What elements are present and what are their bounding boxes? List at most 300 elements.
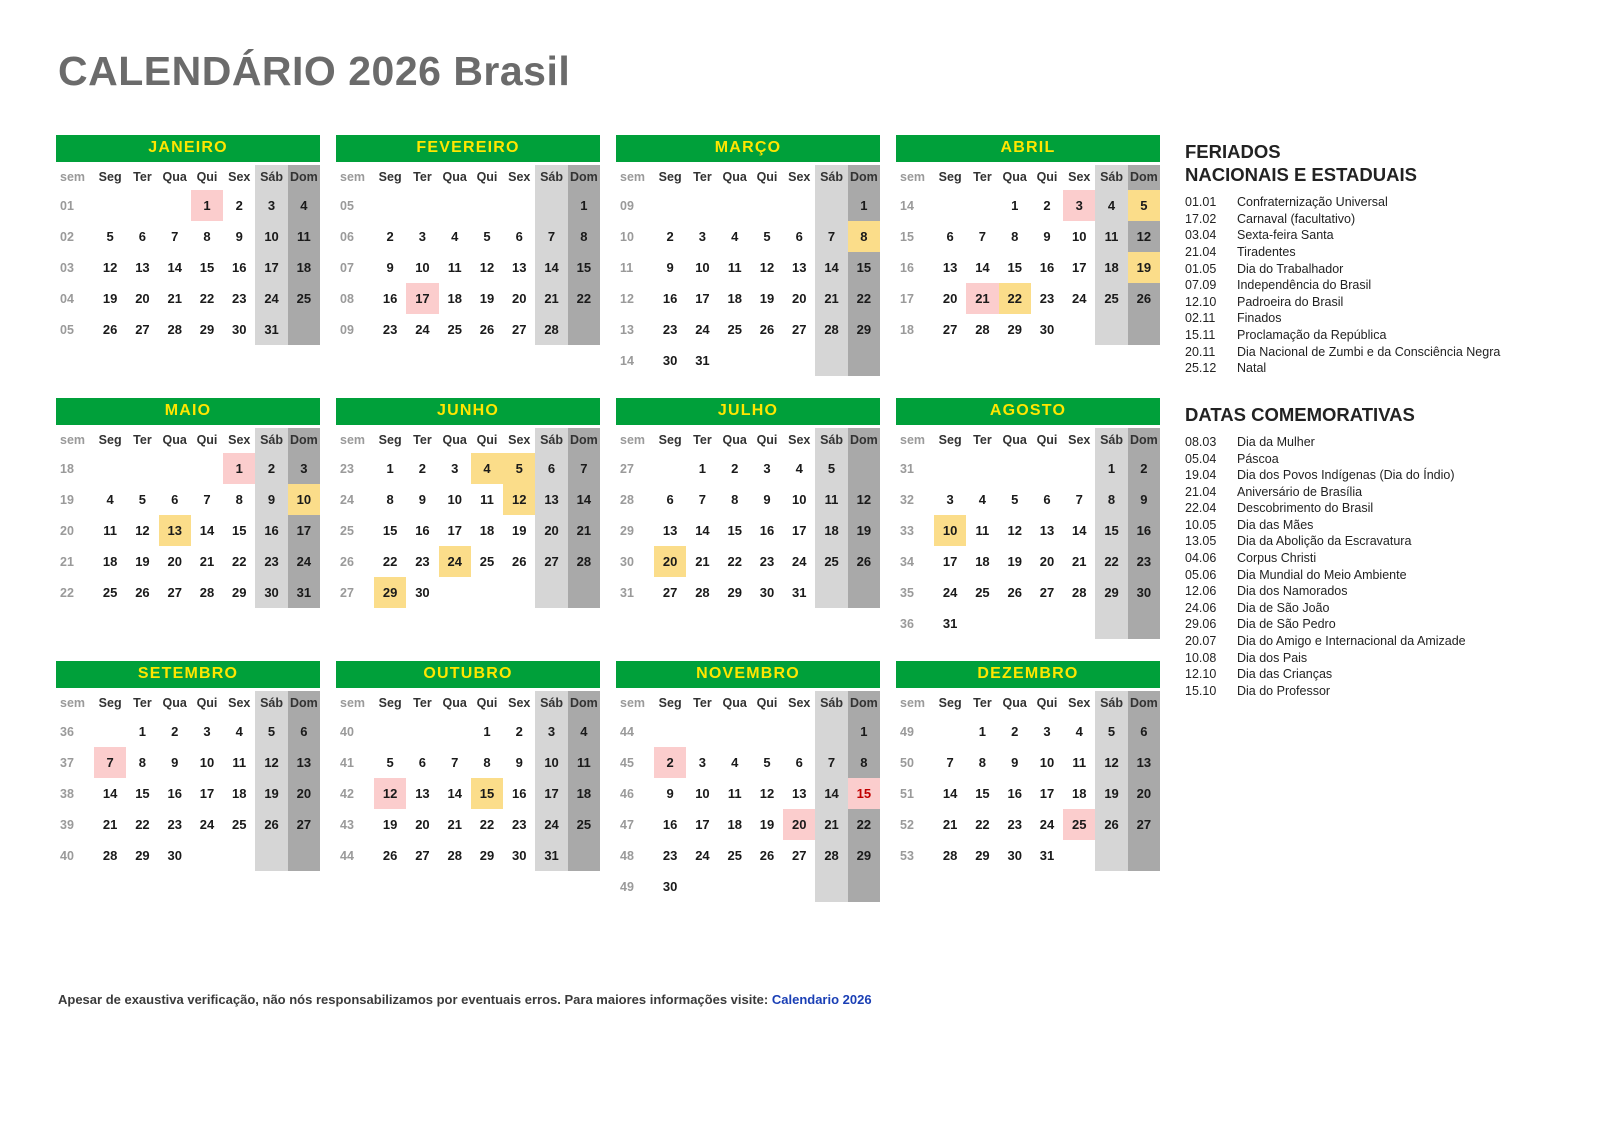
- day-cell[interactable]: 28: [975, 322, 990, 337]
- day-cell[interactable]: 15: [471, 778, 503, 809]
- day-cell[interactable]: 10: [288, 484, 320, 515]
- day-cell[interactable]: 22: [135, 817, 150, 832]
- day-cell[interactable]: 13: [288, 747, 320, 778]
- day-cell[interactable]: 26: [479, 322, 495, 337]
- day-cell[interactable]: 19: [479, 291, 495, 306]
- day-cell[interactable]: 29: [374, 577, 406, 608]
- day-cell[interactable]: 21: [199, 554, 215, 569]
- day-cell[interactable]: 30: [255, 577, 287, 608]
- day-cell[interactable]: 10: [535, 747, 567, 778]
- day-cell[interactable]: 20: [783, 809, 815, 840]
- day-cell[interactable]: 17: [288, 515, 320, 546]
- day-cell[interactable]: 11: [232, 755, 247, 770]
- day-cell[interactable]: 1: [483, 724, 491, 739]
- day-cell[interactable]: 5: [386, 755, 394, 770]
- day-cell[interactable]: 7: [535, 221, 567, 252]
- day-cell[interactable]: 29: [1095, 577, 1127, 608]
- day-cell[interactable]: 7: [946, 755, 954, 770]
- day-cell[interactable]: 16: [167, 786, 182, 801]
- day-cell[interactable]: 25: [975, 585, 990, 600]
- day-cell[interactable]: 21: [942, 817, 958, 832]
- day-cell[interactable]: 14: [975, 260, 990, 275]
- day-cell[interactable]: 28: [815, 314, 847, 345]
- day-cell[interactable]: 4: [1095, 190, 1127, 221]
- day-cell[interactable]: 26: [759, 848, 775, 863]
- day-cell[interactable]: 26: [759, 322, 775, 337]
- day-cell[interactable]: 30: [415, 585, 430, 600]
- day-cell[interactable]: 28: [102, 848, 118, 863]
- day-cell[interactable]: 1: [698, 461, 707, 476]
- day-cell[interactable]: 13: [535, 484, 567, 515]
- day-cell[interactable]: 6: [535, 453, 567, 484]
- day-cell[interactable]: 30: [232, 322, 247, 337]
- day-cell[interactable]: 27: [288, 809, 320, 840]
- day-cell[interactable]: 28: [167, 322, 182, 337]
- day-cell[interactable]: 26: [382, 848, 398, 863]
- day-cell[interactable]: 6: [1043, 492, 1051, 507]
- day-cell[interactable]: 27: [942, 322, 958, 337]
- day-cell[interactable]: 11: [727, 260, 742, 275]
- day-cell[interactable]: 10: [199, 755, 215, 770]
- day-cell[interactable]: 29: [848, 314, 880, 345]
- day-cell[interactable]: 26: [848, 546, 880, 577]
- day-cell[interactable]: 23: [382, 322, 398, 337]
- day-cell[interactable]: 25: [1095, 283, 1127, 314]
- day-cell[interactable]: 26: [102, 322, 118, 337]
- day-cell[interactable]: 9: [418, 492, 427, 507]
- day-cell[interactable]: 5: [763, 755, 771, 770]
- day-cell[interactable]: 19: [759, 817, 775, 832]
- day-cell[interactable]: 21: [568, 515, 600, 546]
- day-cell[interactable]: 14: [1072, 523, 1087, 538]
- day-cell[interactable]: 15: [382, 523, 398, 538]
- day-cell[interactable]: 26: [255, 809, 287, 840]
- day-cell[interactable]: 21: [815, 283, 847, 314]
- day-cell[interactable]: 24: [792, 554, 807, 569]
- day-cell[interactable]: 21: [102, 817, 118, 832]
- day-cell[interactable]: 30: [167, 848, 182, 863]
- day-cell[interactable]: 19: [135, 554, 150, 569]
- day-cell[interactable]: 27: [512, 322, 527, 337]
- day-cell[interactable]: 3: [1043, 724, 1051, 739]
- day-cell[interactable]: 14: [815, 252, 847, 283]
- day-cell[interactable]: 12: [135, 523, 150, 538]
- day-cell[interactable]: 10: [255, 221, 287, 252]
- day-cell[interactable]: 14: [102, 786, 118, 801]
- day-cell[interactable]: 5: [763, 229, 771, 244]
- day-cell[interactable]: 3: [535, 716, 567, 747]
- day-cell[interactable]: 3: [763, 461, 771, 476]
- day-cell[interactable]: 5: [1128, 190, 1160, 221]
- day-cell[interactable]: 13: [1128, 747, 1160, 778]
- day-cell[interactable]: 17: [942, 554, 958, 569]
- day-cell[interactable]: 9: [666, 260, 674, 275]
- day-cell[interactable]: 7: [568, 453, 600, 484]
- day-cell[interactable]: 10: [792, 492, 807, 507]
- day-cell[interactable]: 20: [288, 778, 320, 809]
- day-cell[interactable]: 12: [479, 260, 495, 275]
- day-cell[interactable]: 28: [535, 314, 567, 345]
- day-cell[interactable]: 31: [1039, 848, 1055, 863]
- day-cell[interactable]: 31: [288, 577, 320, 608]
- day-cell[interactable]: 8: [731, 492, 739, 507]
- day-cell[interactable]: 17: [1072, 260, 1087, 275]
- day-cell[interactable]: 22: [848, 809, 880, 840]
- day-cell[interactable]: 7: [451, 755, 459, 770]
- day-cell[interactable]: 19: [102, 291, 118, 306]
- day-cell[interactable]: 16: [1128, 515, 1160, 546]
- day-cell[interactable]: 11: [1072, 755, 1087, 770]
- day-cell[interactable]: 27: [167, 585, 182, 600]
- day-cell[interactable]: 16: [662, 817, 678, 832]
- day-cell[interactable]: 18: [975, 554, 990, 569]
- day-cell[interactable]: 12: [1095, 747, 1127, 778]
- day-cell[interactable]: 23: [1128, 546, 1160, 577]
- day-cell[interactable]: 5: [255, 716, 287, 747]
- day-cell[interactable]: 9: [255, 484, 287, 515]
- day-cell[interactable]: 27: [535, 546, 567, 577]
- day-cell[interactable]: 3: [203, 724, 211, 739]
- day-cell[interactable]: 28: [695, 585, 710, 600]
- day-cell[interactable]: 6: [138, 229, 147, 244]
- day-cell[interactable]: 20: [135, 291, 150, 306]
- day-cell[interactable]: 6: [666, 492, 674, 507]
- day-cell[interactable]: 19: [1095, 778, 1127, 809]
- day-cell[interactable]: 21: [167, 291, 182, 306]
- day-cell[interactable]: 16: [759, 523, 775, 538]
- day-cell[interactable]: 8: [235, 492, 243, 507]
- day-cell[interactable]: 20: [535, 515, 567, 546]
- day-cell[interactable]: 13: [512, 260, 527, 275]
- day-cell[interactable]: 29: [479, 848, 495, 863]
- day-cell[interactable]: 23: [167, 817, 182, 832]
- day-cell[interactable]: 2: [1128, 453, 1160, 484]
- day-cell[interactable]: 31: [535, 840, 567, 871]
- day-cell[interactable]: 31: [255, 314, 287, 345]
- day-cell[interactable]: 29: [975, 848, 990, 863]
- day-cell[interactable]: 1: [978, 724, 987, 739]
- day-cell[interactable]: 18: [727, 291, 742, 306]
- day-cell[interactable]: 20: [512, 291, 527, 306]
- day-cell[interactable]: 2: [418, 461, 427, 476]
- day-cell[interactable]: 29: [727, 585, 742, 600]
- day-cell[interactable]: 19: [512, 523, 527, 538]
- day-cell[interactable]: 6: [515, 229, 523, 244]
- day-cell[interactable]: 14: [199, 523, 215, 538]
- day-cell[interactable]: 5: [503, 453, 535, 484]
- day-cell[interactable]: 14: [535, 252, 567, 283]
- day-cell[interactable]: 24: [255, 283, 287, 314]
- day-cell[interactable]: 28: [1072, 585, 1087, 600]
- day-cell[interactable]: 15: [199, 260, 215, 275]
- day-cell[interactable]: 26: [1095, 809, 1127, 840]
- day-cell[interactable]: 15: [848, 778, 880, 809]
- day-cell[interactable]: 18: [479, 523, 495, 538]
- day-cell[interactable]: 4: [795, 461, 803, 476]
- day-cell[interactable]: 31: [695, 353, 710, 368]
- day-cell[interactable]: 16: [382, 291, 398, 306]
- day-cell[interactable]: 11: [288, 221, 320, 252]
- day-cell[interactable]: 21: [695, 554, 710, 569]
- day-cell[interactable]: 27: [792, 848, 807, 863]
- day-cell[interactable]: 2: [731, 461, 739, 476]
- day-cell[interactable]: 3: [698, 229, 707, 244]
- day-cell[interactable]: 20: [792, 291, 807, 306]
- day-cell[interactable]: 2: [654, 747, 686, 778]
- day-cell[interactable]: 3: [418, 229, 427, 244]
- day-cell[interactable]: 13: [415, 786, 430, 801]
- day-cell[interactable]: 15: [568, 252, 600, 283]
- day-cell[interactable]: 17: [406, 283, 438, 314]
- day-cell[interactable]: 16: [415, 523, 430, 538]
- day-cell[interactable]: 22: [848, 283, 880, 314]
- day-cell[interactable]: 1: [223, 453, 255, 484]
- day-cell[interactable]: 12: [102, 260, 118, 275]
- day-cell[interactable]: 21: [966, 283, 998, 314]
- day-cell[interactable]: 4: [288, 190, 320, 221]
- day-cell[interactable]: 27: [1128, 809, 1160, 840]
- day-cell[interactable]: 11: [975, 523, 990, 538]
- day-cell[interactable]: 18: [727, 817, 742, 832]
- day-cell[interactable]: 20: [942, 291, 958, 306]
- day-cell[interactable]: 27: [1039, 585, 1055, 600]
- day-cell[interactable]: 11: [447, 260, 462, 275]
- day-cell[interactable]: 1: [191, 190, 223, 221]
- day-cell[interactable]: 8: [1011, 229, 1019, 244]
- day-cell[interactable]: 18: [815, 515, 847, 546]
- day-cell[interactable]: 13: [1039, 523, 1055, 538]
- day-cell[interactable]: 8: [386, 492, 394, 507]
- day-cell[interactable]: 8: [978, 755, 987, 770]
- day-cell[interactable]: 22: [382, 554, 398, 569]
- day-cell[interactable]: 20: [415, 817, 430, 832]
- day-cell[interactable]: 8: [203, 229, 211, 244]
- day-cell[interactable]: 1: [138, 724, 147, 739]
- day-cell[interactable]: 25: [102, 585, 118, 600]
- day-cell[interactable]: 22: [975, 817, 990, 832]
- day-cell[interactable]: 30: [662, 353, 678, 368]
- day-cell[interactable]: 20: [654, 546, 686, 577]
- day-cell[interactable]: 28: [942, 848, 958, 863]
- day-cell[interactable]: 15: [1095, 515, 1127, 546]
- day-cell[interactable]: 21: [447, 817, 462, 832]
- day-cell[interactable]: 2: [171, 724, 179, 739]
- day-cell[interactable]: 10: [934, 515, 966, 546]
- day-cell[interactable]: 30: [512, 848, 527, 863]
- day-cell[interactable]: 12: [759, 786, 775, 801]
- day-cell[interactable]: 15: [975, 786, 990, 801]
- day-cell[interactable]: 22: [727, 554, 742, 569]
- day-cell[interactable]: 16: [255, 515, 287, 546]
- day-cell[interactable]: 9: [171, 755, 179, 770]
- day-cell[interactable]: 17: [792, 523, 807, 538]
- day-cell[interactable]: 24: [695, 848, 710, 863]
- day-cell[interactable]: 5: [1095, 716, 1127, 747]
- day-cell[interactable]: 19: [1007, 554, 1022, 569]
- day-cell[interactable]: 22: [568, 283, 600, 314]
- day-cell[interactable]: 3: [255, 190, 287, 221]
- day-cell[interactable]: 9: [1128, 484, 1160, 515]
- day-cell[interactable]: 12: [374, 778, 406, 809]
- day-cell[interactable]: 20: [1128, 778, 1160, 809]
- day-cell[interactable]: 2: [515, 724, 523, 739]
- day-cell[interactable]: 19: [759, 291, 775, 306]
- day-cell[interactable]: 31: [942, 616, 958, 631]
- day-cell[interactable]: 7: [203, 492, 211, 507]
- day-cell[interactable]: 30: [1128, 577, 1160, 608]
- day-cell[interactable]: 23: [662, 848, 678, 863]
- day-cell[interactable]: 24: [942, 585, 958, 600]
- day-cell[interactable]: 14: [568, 484, 600, 515]
- day-cell[interactable]: 18: [568, 778, 600, 809]
- day-cell[interactable]: 25: [232, 817, 247, 832]
- day-cell[interactable]: 9: [1011, 755, 1019, 770]
- day-cell[interactable]: 1: [568, 190, 600, 221]
- day-cell[interactable]: 18: [1072, 786, 1087, 801]
- day-cell[interactable]: 17: [199, 786, 215, 801]
- day-cell[interactable]: 4: [1075, 724, 1083, 739]
- day-cell[interactable]: 22: [199, 291, 215, 306]
- day-cell[interactable]: 12: [759, 260, 775, 275]
- day-cell[interactable]: 8: [568, 221, 600, 252]
- day-cell[interactable]: 4: [978, 492, 987, 507]
- day-cell[interactable]: 9: [763, 492, 771, 507]
- day-cell[interactable]: 14: [815, 778, 847, 809]
- day-cell[interactable]: 7: [815, 221, 847, 252]
- day-cell[interactable]: 18: [232, 786, 247, 801]
- day-cell[interactable]: 22: [1095, 546, 1127, 577]
- day-cell[interactable]: 29: [199, 322, 215, 337]
- day-cell[interactable]: 25: [447, 322, 462, 337]
- day-cell[interactable]: 13: [942, 260, 958, 275]
- day-cell[interactable]: 15: [848, 252, 880, 283]
- day-cell[interactable]: 24: [1039, 817, 1055, 832]
- day-cell[interactable]: 11: [727, 786, 742, 801]
- day-cell[interactable]: 1: [848, 190, 880, 221]
- day-cell[interactable]: 25: [1063, 809, 1095, 840]
- day-cell[interactable]: 12: [1128, 221, 1160, 252]
- day-cell[interactable]: 21: [1072, 554, 1087, 569]
- day-cell[interactable]: 24: [199, 817, 215, 832]
- day-cell[interactable]: 5: [815, 453, 847, 484]
- day-cell[interactable]: 13: [135, 260, 150, 275]
- day-cell[interactable]: 30: [1039, 322, 1055, 337]
- day-cell[interactable]: 6: [171, 492, 179, 507]
- day-cell[interactable]: 25: [727, 848, 742, 863]
- day-cell[interactable]: 7: [171, 229, 179, 244]
- day-cell[interactable]: 1: [848, 716, 880, 747]
- day-cell[interactable]: 12: [1007, 523, 1022, 538]
- day-cell[interactable]: 4: [451, 229, 459, 244]
- day-cell[interactable]: 4: [471, 453, 503, 484]
- day-cell[interactable]: 16: [232, 260, 247, 275]
- day-cell[interactable]: 17: [1039, 786, 1055, 801]
- day-cell[interactable]: 13: [159, 515, 191, 546]
- day-cell[interactable]: 24: [288, 546, 320, 577]
- day-cell[interactable]: 1: [1095, 453, 1127, 484]
- day-cell[interactable]: 23: [1007, 817, 1022, 832]
- day-cell[interactable]: 2: [255, 453, 287, 484]
- day-cell[interactable]: 2: [1011, 724, 1019, 739]
- day-cell[interactable]: 28: [447, 848, 462, 863]
- day-cell[interactable]: 4: [568, 716, 600, 747]
- day-cell[interactable]: 9: [666, 786, 674, 801]
- day-cell[interactable]: 6: [288, 716, 320, 747]
- day-cell[interactable]: 18: [1095, 252, 1127, 283]
- day-cell[interactable]: 23: [255, 546, 287, 577]
- day-cell[interactable]: 22: [232, 554, 247, 569]
- day-cell[interactable]: 5: [483, 229, 491, 244]
- day-cell[interactable]: 11: [480, 492, 494, 507]
- day-cell[interactable]: 15: [727, 523, 742, 538]
- day-cell[interactable]: 14: [447, 786, 462, 801]
- day-cell[interactable]: 13: [662, 523, 678, 538]
- day-cell[interactable]: 23: [1039, 291, 1055, 306]
- day-cell[interactable]: 26: [512, 554, 527, 569]
- day-cell[interactable]: 24: [1072, 291, 1087, 306]
- day-cell[interactable]: 1: [1011, 198, 1019, 213]
- day-cell[interactable]: 27: [792, 322, 807, 337]
- day-cell[interactable]: 23: [232, 291, 247, 306]
- day-cell[interactable]: 21: [815, 809, 847, 840]
- day-cell[interactable]: 11: [815, 484, 847, 515]
- day-cell[interactable]: 16: [1039, 260, 1055, 275]
- day-cell[interactable]: 20: [1039, 554, 1055, 569]
- day-cell[interactable]: 7: [978, 229, 987, 244]
- day-cell[interactable]: 29: [232, 585, 247, 600]
- day-cell[interactable]: 2: [666, 229, 674, 244]
- day-cell[interactable]: 19: [255, 778, 287, 809]
- day-cell[interactable]: 23: [662, 322, 678, 337]
- day-cell[interactable]: 24: [695, 322, 710, 337]
- day-cell[interactable]: 25: [479, 554, 495, 569]
- day-cell[interactable]: 26: [135, 585, 150, 600]
- day-cell[interactable]: 18: [102, 554, 118, 569]
- day-cell[interactable]: 8: [848, 747, 880, 778]
- day-cell[interactable]: 5: [1011, 492, 1019, 507]
- day-cell[interactable]: 28: [199, 585, 215, 600]
- day-cell[interactable]: 19: [1128, 252, 1160, 283]
- day-cell[interactable]: 10: [1072, 229, 1087, 244]
- day-cell[interactable]: 30: [1007, 848, 1022, 863]
- day-cell[interactable]: 27: [415, 848, 430, 863]
- day-cell[interactable]: 6: [418, 755, 427, 770]
- day-cell[interactable]: 27: [135, 322, 150, 337]
- day-cell[interactable]: 2: [235, 198, 243, 213]
- day-cell[interactable]: 10: [695, 786, 710, 801]
- day-cell[interactable]: 29: [848, 840, 880, 871]
- day-cell[interactable]: 13: [792, 260, 807, 275]
- day-cell[interactable]: 3: [1063, 190, 1095, 221]
- day-cell[interactable]: 10: [1039, 755, 1055, 770]
- day-cell[interactable]: 6: [1128, 716, 1160, 747]
- day-cell[interactable]: 26: [1128, 283, 1160, 314]
- day-cell[interactable]: 20: [167, 554, 182, 569]
- day-cell[interactable]: 19: [382, 817, 398, 832]
- day-cell[interactable]: 4: [235, 724, 243, 739]
- day-cell[interactable]: 23: [759, 554, 775, 569]
- day-cell[interactable]: 17: [447, 523, 462, 538]
- day-cell[interactable]: 1: [386, 461, 394, 476]
- day-cell[interactable]: 25: [568, 809, 600, 840]
- day-cell[interactable]: 3: [946, 492, 954, 507]
- day-cell[interactable]: 25: [727, 322, 742, 337]
- day-cell[interactable]: 24: [415, 322, 430, 337]
- day-cell[interactable]: 28: [815, 840, 847, 871]
- day-cell[interactable]: 26: [1007, 585, 1022, 600]
- day-cell[interactable]: 18: [447, 291, 462, 306]
- day-cell[interactable]: 7: [1075, 492, 1083, 507]
